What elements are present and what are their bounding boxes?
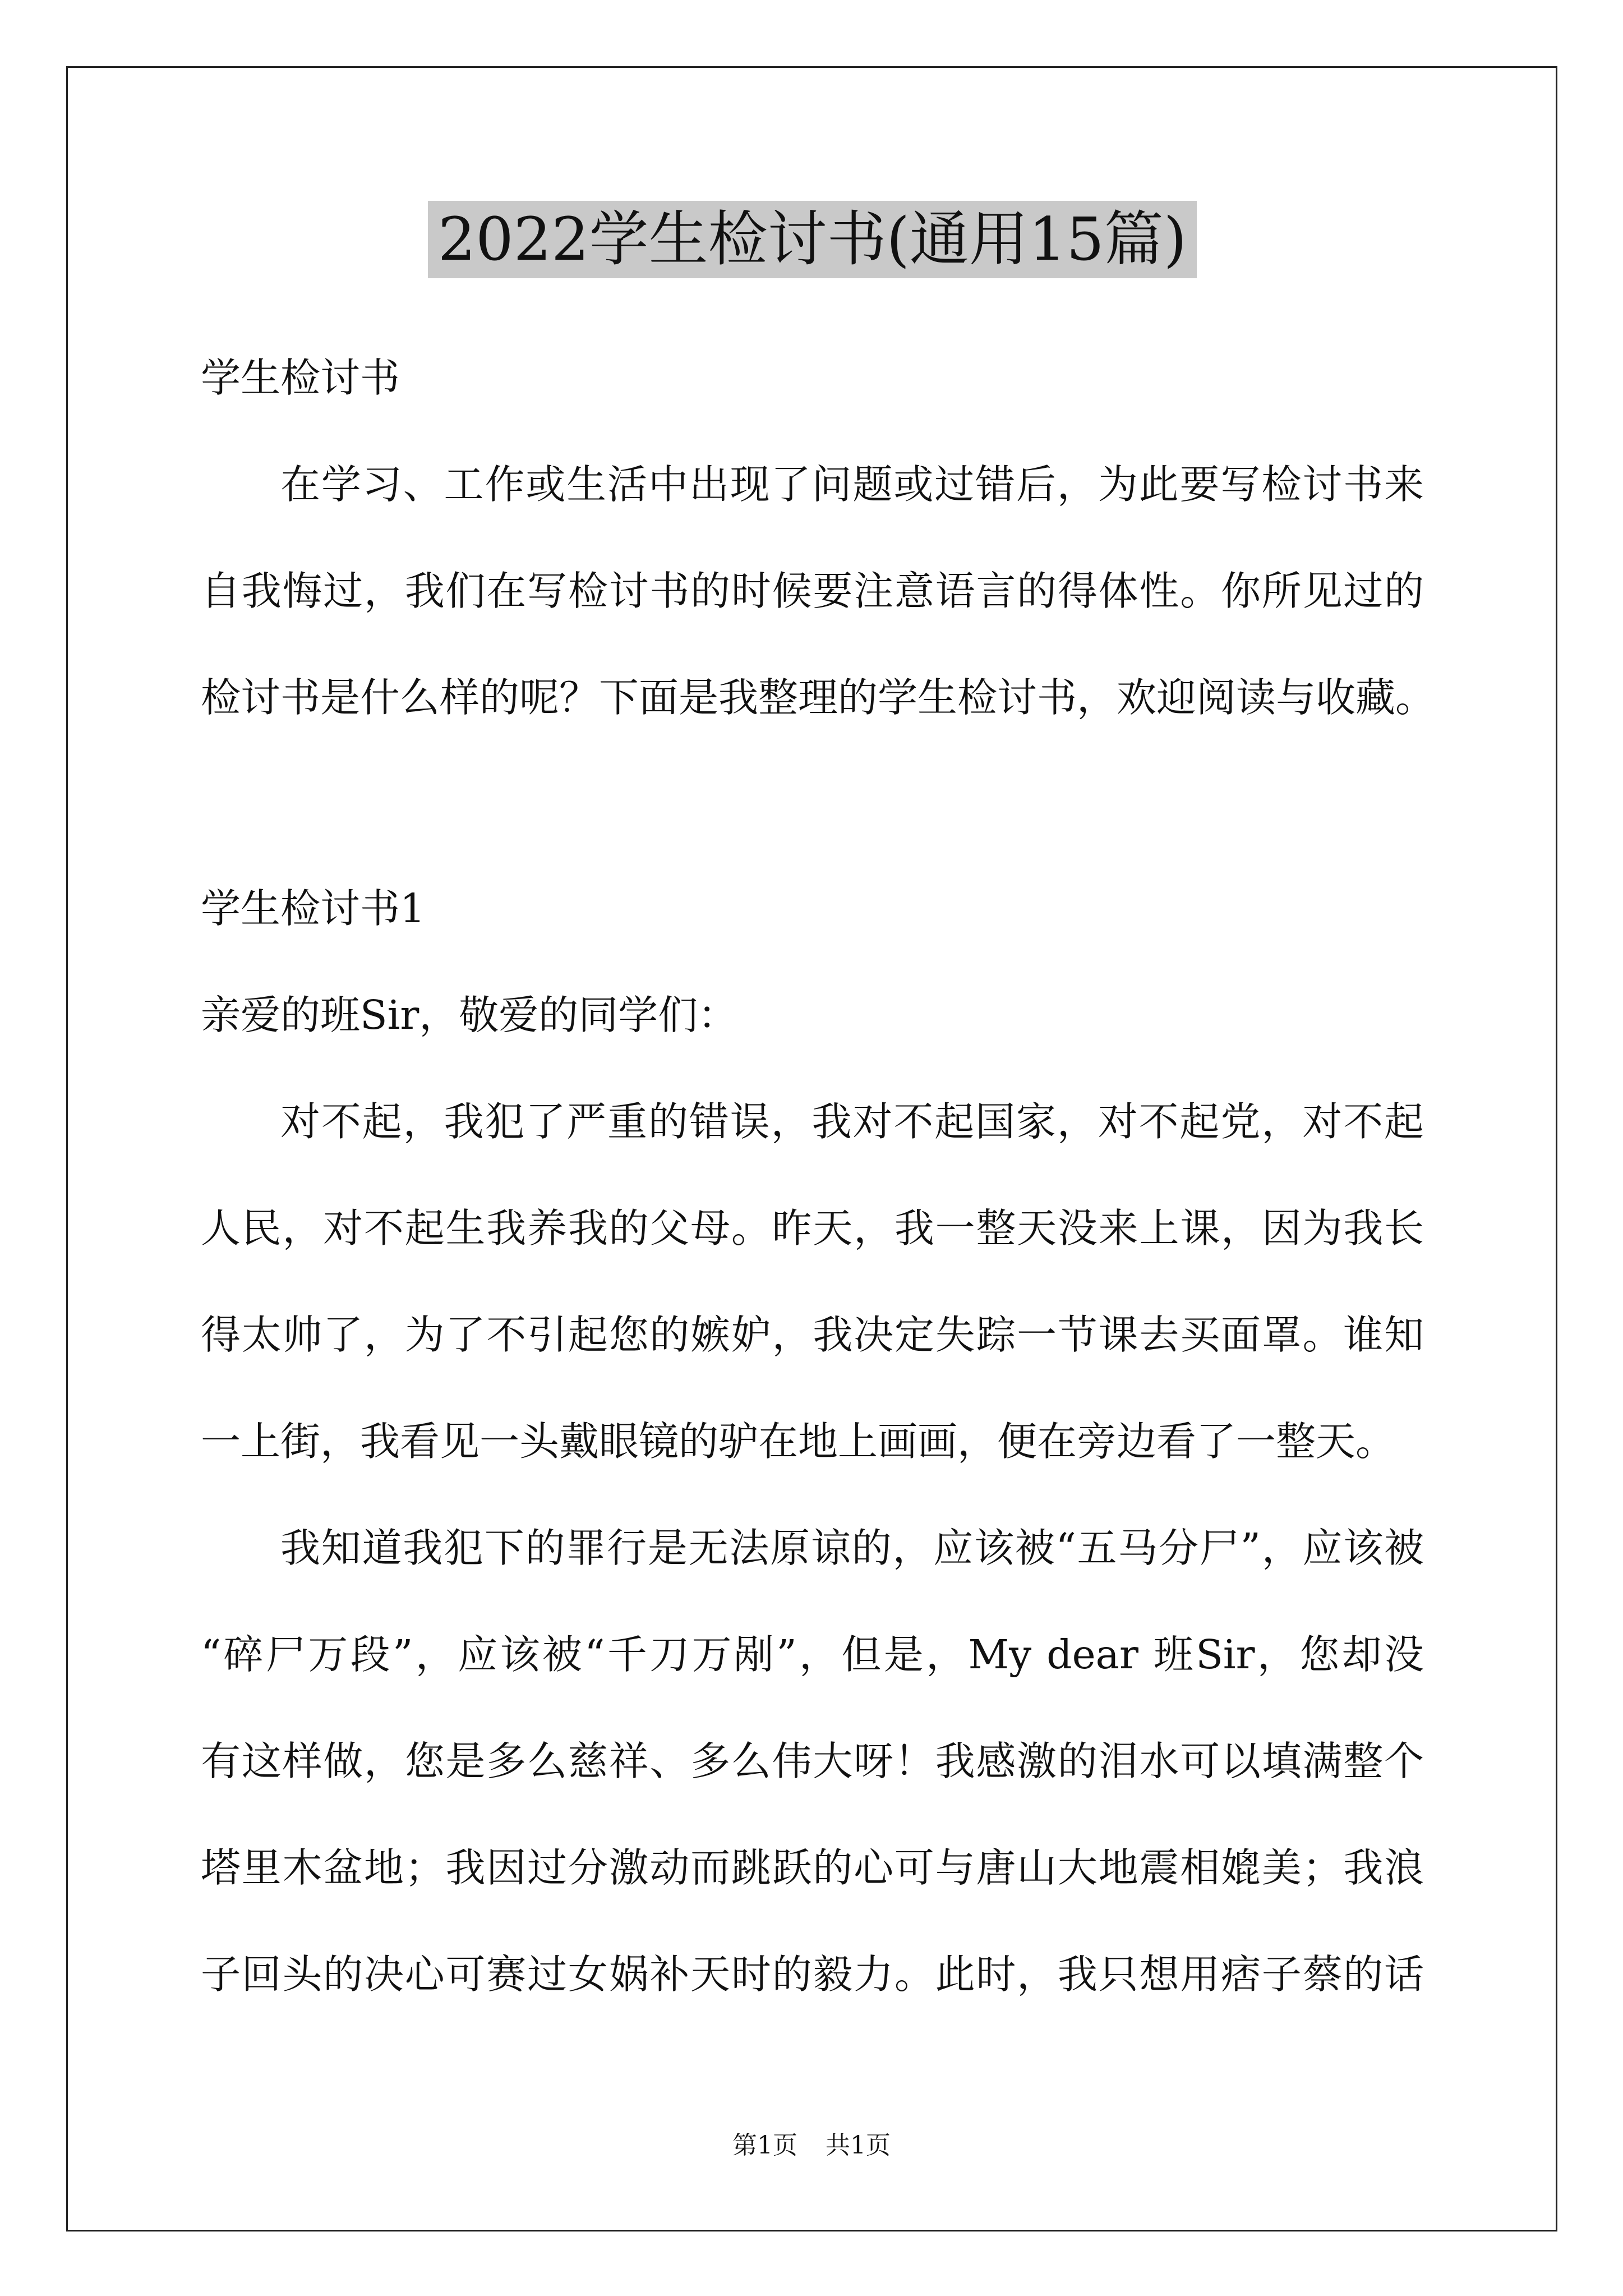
document-title: 2022学生检讨书(通用15篇) xyxy=(428,201,1197,278)
body-line: 对不起，我犯了严重的错误，我对不起国家，对不起党，对不起 xyxy=(280,1098,1424,1145)
document-body xyxy=(201,325,1436,2028)
body-line: 子回头的决心可赛过女娲补天时的毅力。此时，我只想用痞子蔡的话 xyxy=(201,1951,1424,1998)
salutation-line: 亲爱的班Sir，敬爱的同学们： xyxy=(201,992,738,1038)
body-line: 人民，对不起生我养我的父母。昨天，我一整天没来上课，因为我长 xyxy=(201,1205,1424,1251)
page-number: 第1页 xyxy=(732,2131,797,2160)
body-line: “碎尸万段”，应该被“千刀万剐”，但是，My dear 班Sir，您却没 xyxy=(201,1631,1424,1678)
section-heading: 学生检讨书1 xyxy=(201,885,426,932)
body-line: 塔里木盆地；我因过分激动而跳跃的心可与唐山大地震相媲美；我浪 xyxy=(201,1844,1424,1891)
body-line: 我知道我犯下的罪行是无法原谅的，应该被“五马分尸”，应该被 xyxy=(280,1525,1424,1571)
body-line: 一上街，我看见一头戴眼镜的驴在地上画画，便在旁边看了一整天。 xyxy=(201,1418,1396,1465)
body-line: 得太帅了，为了不引起您的嫉妒，我决定失踪一节课去买面罩。谁知 xyxy=(201,1312,1424,1358)
body-line: 在学习、工作或生活中出现了问题或过错后，为此要写检讨书来 xyxy=(280,461,1424,508)
page-total: 共1页 xyxy=(826,2131,891,2160)
body-line: 有这样做，您是多么慈祥、多么伟大呀！我感激的泪水可以填满整个 xyxy=(201,1738,1424,1784)
page-footer xyxy=(0,2129,1623,2162)
section-heading: 学生检讨书 xyxy=(201,355,400,401)
body-line: 自我悔过，我们在写检讨书的时候要注意语言的得体性。你所见过的 xyxy=(201,568,1424,614)
body-line: 检讨书是什么样的呢？下面是我整理的学生检讨书，欢迎阅读与收藏。 xyxy=(201,674,1436,721)
